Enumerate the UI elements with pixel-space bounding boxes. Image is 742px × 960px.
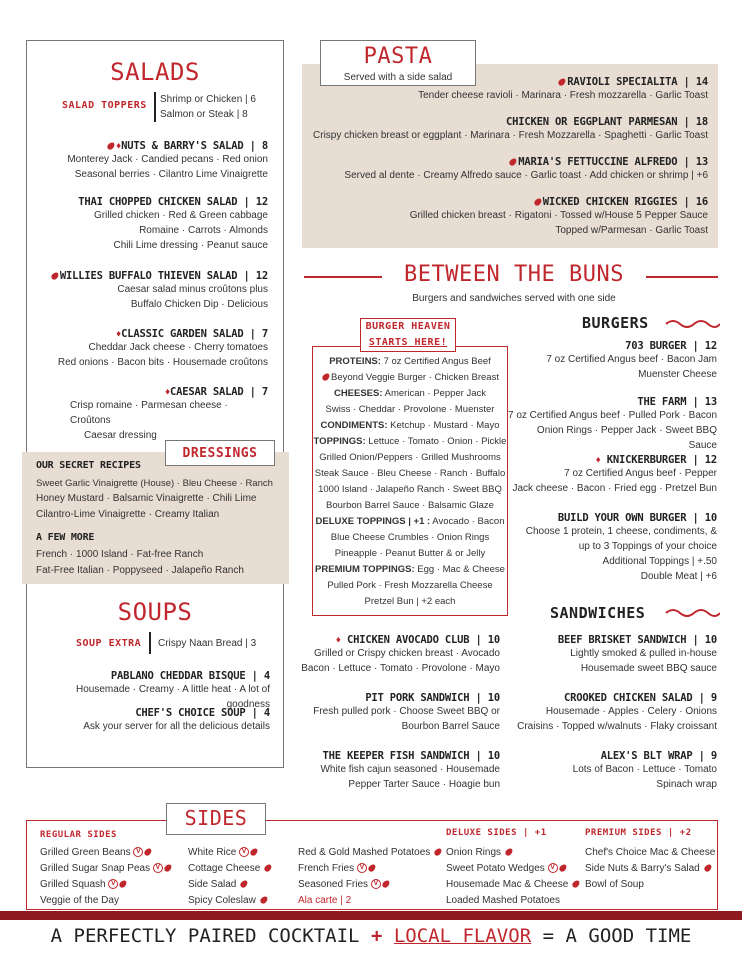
- more-line1: French · 1000 Island · Fat-free Ranch: [36, 549, 204, 560]
- soup-item-bisque: PABLANO CHEDDAR BISQUE | 4 Housemade · Creamy · A little heat · A lot of goodness: [76, 670, 270, 710]
- pasta-title: PASTA: [363, 44, 433, 69]
- premium-sides-list: Chef's Choice Mac & Cheese Side Nuts & Barry's Salad Bowl of Soup: [585, 847, 716, 890]
- soups-title: SOUPS: [117, 598, 193, 626]
- spicy-icon: [321, 373, 331, 383]
- soup-extra-label: SOUP EXTRA: [76, 638, 142, 649]
- vegan-icon: V: [548, 863, 558, 873]
- sandwich-item-keeper-fish: THE KEEPER FISH SANDWICH | 10 White fish cajun seasoned · Housemade Pepper Tarter Sauce · Hoagie bun: [320, 750, 500, 790]
- vegan-icon: V: [108, 879, 118, 889]
- buns-rule-left: [304, 276, 382, 278]
- footer-bar: [0, 911, 742, 920]
- dressings-title: DRESSINGS: [182, 446, 258, 461]
- buns-subtitle: Burgers and sandwiches served with one side: [412, 293, 616, 304]
- spicy-icon: [106, 141, 116, 151]
- sides-col1: Grilled Green Beans V Grilled Sugar Snap Peas V Grilled Squash V Veggie of the Day: [40, 845, 173, 909]
- spicy-icon: [143, 847, 153, 857]
- spicy-icon: [263, 863, 273, 873]
- secret-line3: Cilantro-Lime Vinaigrette · Creamy Italian: [36, 509, 220, 520]
- sides-col2: White Rice V Cottage Cheese Side Salad Spicy Coleslaw: [188, 845, 273, 909]
- burger-item-knickerburger: ♦ KNICKERBURGER | 12 7 oz Certified Angus beef · Pepper Jack cheese · Bacon · Fried egg · Pretzel Bun: [512, 454, 717, 494]
- leaf-icon: ♦: [164, 388, 171, 398]
- soup-extra-divider: [149, 632, 151, 654]
- sandwich-item-crooked-chicken: CROOKED CHICKEN SALAD | 9 Housemade · Apples · Celery · Onions Craisins · Topped w/walnuts · Flaky croissant: [517, 692, 717, 732]
- spicy-icon: [50, 271, 60, 281]
- salad-item-thai-chopped: THAI CHOPPED CHICKEN SALAD | 12 Grilled chicken · Red & Green cabbage Romaine · Carrots · Almonds Chili Lime dressing · Peanut sauce: [78, 196, 268, 251]
- pasta-item-alfredo: MARIA'S FETTUCCINE ALFREDO | 13 Served al dente · Creamy Alfredo sauce · Garlic toast · Add chicken or shrimp | +6: [344, 156, 708, 181]
- leaf-icon: ♦: [115, 142, 122, 152]
- salad-item-caesar: ♦CAESAR SALAD | 7 Crisp romaine · Parmesan cheese · Croûtons Caesar dressing: [70, 386, 268, 441]
- sandwich-item-beef-brisket: BEEF BRISKET SANDWICH | 10 Lightly smoked & pulled in-house Housemade sweet BBQ sauce: [557, 634, 717, 674]
- salad-toppers-label: SALAD TOPPERS: [62, 100, 147, 111]
- pasta-subtitle: Served with a side salad: [343, 72, 453, 83]
- salad-item-classic-garden: ♦CLASSIC GARDEN SALAD | 7 Cheddar Jack cheese · Cherry tomatoes Red onions · Bacon bits · Housemade croûtons: [57, 328, 268, 368]
- leaf-icon: ♦: [115, 330, 122, 340]
- more-line2: Fat-Free Italian · Poppyseed · Jalapeño Ranch: [36, 565, 244, 576]
- spicy-icon: [533, 197, 543, 207]
- premium-sides-label: PREMIUM SIDES | +2: [585, 828, 692, 838]
- buns-rule-right: [646, 276, 718, 278]
- pasta-item-riggies: WICKED CHICKEN RIGGIES | 16 Grilled chicken breast · Rigatoni · Tossed w/House 5 Pepper Sauce Topped w/Parmesan · Garlic Toast: [409, 196, 708, 236]
- burger-heaven-title2: STARTS HERE!: [368, 337, 448, 348]
- regular-sides-label: REGULAR SIDES: [40, 830, 117, 840]
- spicy-icon: [557, 77, 567, 87]
- sandwich-item-chicken-avocado: ♦ CHICKEN AVOCADO CLUB | 10 Grilled or Crispy chicken breast · Avocado Bacon · Lettuce · Tomato · Provolone · Mayo: [301, 634, 500, 674]
- sides-title: SIDES: [184, 806, 248, 830]
- burgers-title: BURGERS: [582, 314, 649, 332]
- secret-line2: Honey Mustard · Balsamic Vinaigrette · Chili Lime: [36, 493, 257, 504]
- toppers-line1: Shrimp or Chicken | 6: [160, 94, 256, 105]
- salad-item-nuts-barrys: ♦NUTS & BARRY'S SALAD | 8 Monterey Jack · Candied pecans · Red onion Seasonal berries · Cilantro Lime Vinaigrette: [67, 140, 268, 180]
- spicy-icon: [703, 863, 713, 873]
- burgers-wave: [664, 318, 720, 330]
- pasta-item-ravioli: RAVIOLI SPECIALITA | 14 Tender cheese ravioli · Marinara · Fresh mozzarella · Garlic Toast: [418, 76, 708, 101]
- footer-slogan: A PERFECTLY PAIRED COCKTAIL + LOCAL FLAVOR = A GOOD TIME: [50, 925, 692, 947]
- deluxe-sides-list: Onion Rings Sweet Potato Wedges V Housemade Mac & Cheese Loaded Mashed Potatoes: [446, 845, 581, 909]
- spicy-icon: [259, 895, 269, 905]
- vegan-icon: V: [133, 847, 143, 857]
- spicy-icon: [558, 863, 568, 873]
- leaf-icon: ♦: [335, 636, 341, 646]
- burger-item-703: 703 BURGER | 12 7 oz Certified Angus beef · Bacon Jam Muenster Cheese: [546, 340, 717, 380]
- burger-heaven-list: PROTEINS: 7 oz Certified Angus Beef Beyond Veggie Burger · Chicken Breast CHEESES: American · Pepper Jack Swiss · Cheddar · Provolone · Muenster CONDIMENTS: Ketchup · Mustard · Mayo TOPPINGS: Lettuce · Tomato · Onion · Pickle Grilled Onion/Peppers · Grilled Mushrooms Steak Sauce · Bleu Cheese · Ranch · Buffalo 1000 Island · Jalapeño Ranch · Sweet BBQ Bourbon Barrel Sauce · Balsamic Glaze DELUXE TOPPINGS | +1 : Avocado · Bacon Blue Cheese Crumbles · Onion Rings Pineapple · Peanut Butter & or Jelly PREMIUM TOPPINGS: Egg · Mac & Cheese Pulled Pork · Fresh Mozzarella Cheese Pretzel Bun | +2 each: [313, 356, 507, 607]
- toppers-line2: Salmon or Steak | 8: [160, 109, 248, 120]
- deluxe-sides-label: DELUXE SIDES | +1: [446, 828, 547, 838]
- burger-item-farm: THE FARM | 13 7 oz Certified Angus beef · Pulled Pork · Bacon Onion Rings · Pepper Jack · Sweet BBQ Sauce: [508, 396, 718, 451]
- spicy-icon: [118, 879, 128, 889]
- vegan-icon: V: [153, 863, 163, 873]
- spicy-icon: [367, 863, 377, 873]
- vegan-icon: V: [371, 879, 381, 889]
- secret-line1: Sweet Garlic Vinaigrette (House) · Bleu Cheese · Ranch: [36, 478, 273, 489]
- spicy-icon: [433, 847, 443, 857]
- spicy-icon: [163, 863, 173, 873]
- pasta-item-parmesan: CHICKEN OR EGGPLANT PARMESAN | 18 Crispy chicken breast or eggplant · Marinara · Fresh Mozzarella · Spaghetti · Garlic Toast: [313, 116, 708, 141]
- salad-item-willies-buffalo: WILLIES BUFFALO THIEVEN SALAD | 12 Caesar salad minus croûtons plus Buffalo Chicken Dip · Delicious: [30, 270, 268, 312]
- burger-item-build-your-own: BUILD YOUR OWN BURGER | 10 Choose 1 protein, 1 cheese, condiments, & up to 3 Toppings of your choice Additional Toppings | +.50 Double Meat | +6: [525, 512, 717, 582]
- spicy-icon: [239, 879, 249, 889]
- salads-title: SALADS: [110, 58, 200, 86]
- spicy-icon: [381, 879, 391, 889]
- soup-extra-value: Crispy Naan Bread | 3: [158, 638, 257, 649]
- spicy-icon: [504, 847, 514, 857]
- leaf-icon: ♦: [595, 456, 601, 466]
- sandwich-item-blt-wrap: ALEX'S BLT WRAP | 9 Lots of Bacon · Lettuce · Tomato Spinach wrap: [572, 750, 717, 790]
- vegan-icon: V: [357, 863, 367, 873]
- spicy-icon: [508, 157, 518, 167]
- buns-title: BETWEEN THE BUNS: [404, 262, 624, 287]
- spicy-icon: [249, 847, 259, 857]
- sandwiches-title: SANDWICHES: [550, 604, 646, 622]
- burger-heaven-title1: BURGER HEAVEN: [365, 321, 451, 332]
- sandwich-item-pit-pork: PIT PORK SANDWICH | 10 Fresh pulled pork · Choose Sweet BBQ or Bourbon Barrel Sauce: [313, 692, 500, 732]
- spicy-icon: [571, 879, 581, 889]
- sandwiches-wave: [664, 607, 720, 619]
- toppers-divider: [154, 92, 156, 122]
- a-few-more-label: A FEW MORE: [36, 532, 95, 543]
- sides-col3: Red & Gold Mashed Potatoes French Fries V Seasoned Fries V Ala carte | 2: [298, 845, 443, 909]
- secret-recipes-label: OUR SECRET RECIPES: [36, 460, 141, 471]
- vegan-icon: V: [239, 847, 249, 857]
- soup-item-chefs-choice: CHEF'S CHOICE SOUP | 4 Ask your server for all the delicious details: [83, 707, 270, 732]
